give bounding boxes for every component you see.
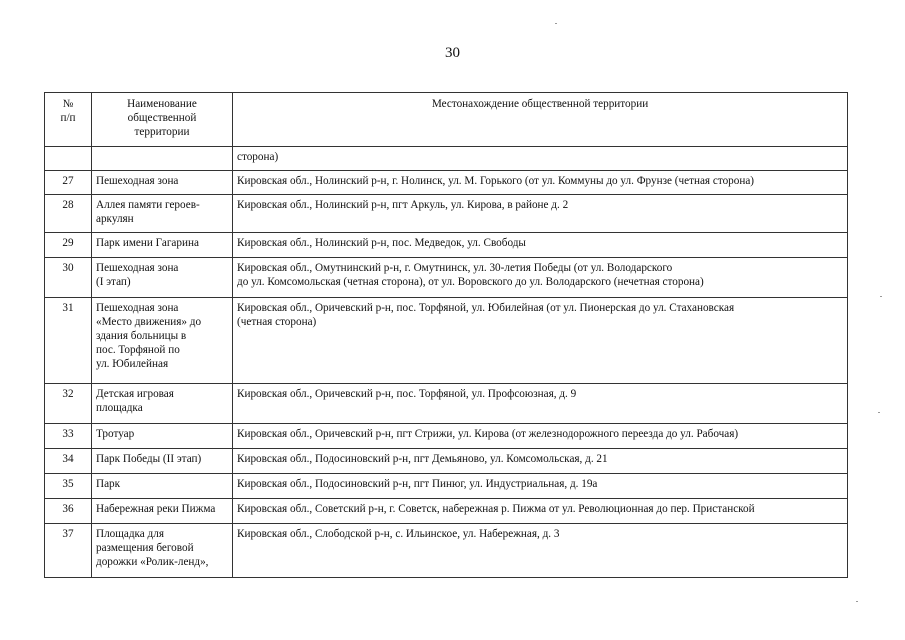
cell-name [92, 499, 233, 524]
table-row-continuation [45, 147, 848, 171]
cell-name [92, 171, 233, 195]
name-line: Парк Победы (II этап) [96, 453, 202, 465]
name-line: здания больницы в [96, 330, 187, 342]
cell-num: 37 [45, 524, 92, 578]
table-row [45, 424, 848, 449]
table-row [45, 258, 848, 298]
cell-name [92, 524, 233, 578]
name-line: Тротуар [96, 428, 135, 440]
table-row [45, 171, 848, 195]
cell-num: 33 [45, 424, 92, 449]
location-line: Кировская обл., Советский р-н, г. Советск, набережная р. Пижма от ул. Революционная до пер. Пристанской [237, 503, 755, 515]
name-line: дорожки «Ролик-ленд», [96, 556, 209, 568]
name-line: площадка [96, 402, 143, 414]
header-name [92, 93, 233, 147]
scan-speck [878, 412, 880, 413]
cell-location [233, 384, 848, 424]
location-line: Кировская обл., Подосиновский р-н, пгт Пинюг, ул. Индустриальная, д. 19а [237, 478, 598, 490]
table-row [45, 384, 848, 424]
cell-name [92, 424, 233, 449]
cell-name [92, 474, 233, 499]
cell-location [233, 449, 848, 474]
header-num-line: № [62, 98, 74, 110]
location-line: Кировская обл., Оричевский р-н, пос. Торфяной, ул. Профсоюзная, д. 9 [237, 388, 577, 400]
name-line: Аллея памяти героев- [96, 199, 200, 211]
name-line: Пешеходная зона [96, 302, 179, 314]
cell-num: 30 [45, 258, 92, 298]
cell-location [233, 233, 848, 258]
cell-num: 31 [45, 298, 92, 384]
header-name-line: территории [134, 126, 190, 138]
cell-location [233, 147, 848, 171]
table-row [45, 524, 848, 578]
name-line: «Место движения» до [96, 316, 202, 328]
location-line: (четная сторона) [237, 316, 317, 328]
page-number: 30 [445, 45, 460, 61]
cell-name [92, 147, 233, 171]
cell-name [92, 233, 233, 258]
location-line: Кировская обл., Слободской р-н, с. Ильинское, ул. Набережная, д. 3 [237, 528, 560, 540]
scan-speck [880, 296, 882, 297]
location-line: сторона) [237, 151, 279, 163]
table-row [45, 195, 848, 233]
name-line: Парк имени Гагарина [96, 237, 199, 249]
cell-location [233, 258, 848, 298]
name-line: ул. Юбилейная [96, 358, 169, 370]
scan-speck [856, 601, 858, 602]
header-location [233, 93, 848, 147]
table-row [45, 499, 848, 524]
name-line: Площадка для [96, 528, 164, 540]
cell-location [233, 171, 848, 195]
name-line: Пешеходная зона [96, 262, 179, 274]
name-line: пос. Торфяной по [96, 344, 180, 356]
cell-location [233, 499, 848, 524]
location-line: Кировская обл., Оричевский р-н, пос. Торфяной, ул. Юбилейная (от ул. Пионерская до ул. Стахановская [237, 302, 735, 314]
cell-num: 27 [45, 171, 92, 195]
table-row [45, 233, 848, 258]
table-row [45, 449, 848, 474]
location-line: Кировская обл., Нолинский р-н, пгт Аркуль, ул. Кирова, в районе д. 2 [237, 199, 569, 211]
cell-location [233, 524, 848, 578]
header-num [45, 93, 92, 147]
table-row [45, 298, 848, 384]
cell-num: 29 [45, 233, 92, 258]
header-name-line: общественной [127, 112, 197, 124]
header-num-line: п/п [60, 112, 76, 124]
name-line: Детская игровая [96, 388, 174, 400]
location-line: Кировская обл., Нолинский р-н, пос. Медведок, ул. Свободы [237, 237, 526, 249]
name-line: аркулян [96, 213, 134, 225]
table-row [45, 474, 848, 499]
cell-name [92, 258, 233, 298]
cell-num: 34 [45, 449, 92, 474]
header-location-label: Местонахождение общественной территории [431, 98, 649, 110]
cell-location [233, 298, 848, 384]
location-line: Кировская обл., Нолинский р-н, г. Нолинск, ул. М. Горького (от ул. Коммуны до ул. Фрунзе (четная сторона) [237, 175, 755, 187]
header-name-line: Наименование [127, 98, 197, 110]
location-line: Кировская обл., Омутнинский р-н, г. Омутнинск, ул. 30-летия Победы (от ул. Володарского [237, 262, 673, 274]
name-line: (I этап) [96, 276, 131, 288]
cell-name [92, 449, 233, 474]
location-line: до ул. Комсомольская (четная сторона), от ул. Воровского до ул. Володарского (нечетная сторона) [237, 276, 704, 288]
cell-name [92, 195, 233, 233]
cell-location [233, 424, 848, 449]
cell-location [233, 474, 848, 499]
name-line: Парк [96, 478, 121, 490]
table-header-row [45, 93, 848, 147]
cell-num [45, 147, 92, 171]
cell-name [92, 384, 233, 424]
name-line: Пешеходная зона [96, 175, 179, 187]
location-line: Кировская обл., Подосиновский р-н, пгт Демьяново, ул. Комсомольская, д. 21 [237, 453, 608, 465]
scan-speck [555, 23, 557, 24]
cell-name [92, 298, 233, 384]
name-line: Набережная реки Пижма [96, 503, 216, 515]
cell-num: 28 [45, 195, 92, 233]
cell-num: 35 [45, 474, 92, 499]
name-line: размещения беговой [96, 542, 194, 554]
cell-num: 36 [45, 499, 92, 524]
location-line: Кировская обл., Оричевский р-н, пгт Стрижи, ул. Кирова (от железнодорожного переезда до ул. Рабочая) [237, 428, 739, 440]
cell-num: 32 [45, 384, 92, 424]
territories-table [44, 92, 848, 578]
cell-location [233, 195, 848, 233]
